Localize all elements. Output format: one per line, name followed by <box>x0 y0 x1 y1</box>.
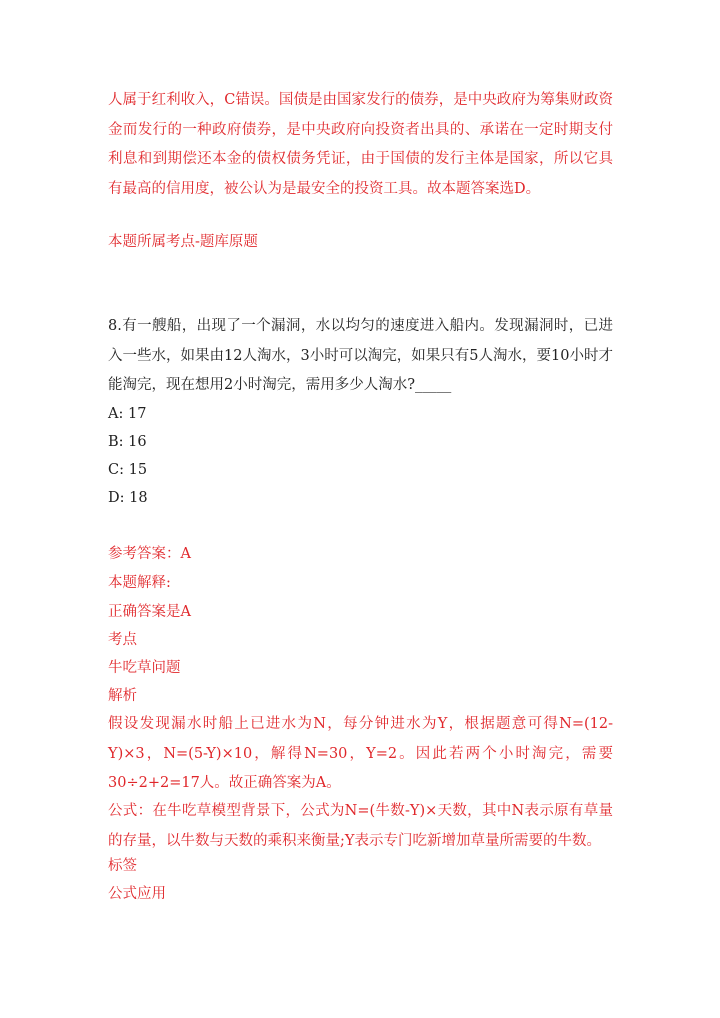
option-c: C: 15 <box>108 462 148 478</box>
reference-answer: 参考答案：A <box>108 546 191 562</box>
analysis-heading: 解析 <box>108 688 137 704</box>
explanation-heading: 本题解释: <box>108 575 171 591</box>
tag: 公式应用 <box>108 886 166 902</box>
formula-text: 公式：在牛吃草模型背景下，公式为N=(牛数-Y)×天数，其中N表示原有草量的存量，以牛数与天数的乘积来衡量;Y表示专门吃新增加草量所需要的牛数。 <box>108 803 613 849</box>
source-note: 本题所属考点-题库原题 <box>108 234 258 250</box>
option-a: A: 17 <box>108 406 147 422</box>
tag-heading: 标签 <box>108 858 137 874</box>
analysis-text: 假设发现漏水时船上已进水为N，每分钟进水为Y，根据题意可得N=(12-Y)×3，N=(5-Y)×10，解得N=30，Y=2。因此若两个小时淘完，需要30÷2+2=17人。故正确答案为A。 <box>108 716 613 791</box>
option-d: D: 18 <box>108 490 148 506</box>
topic: 牛吃草问题 <box>108 660 181 676</box>
explanation-continued: 人属于红利收入，C错误。国债是由国家发行的债券，是中央政府为筹集财政资金而发行的一种政府债券，是中央政府向投资者出具的、承诺在一定时期支付利息和到期偿还本金的债权债务凭证，由于国债的发行主体是国家，所以它具有最高的信用度，被公认为是最安全的投资工具。故本题答案选D。 <box>108 92 613 197</box>
correct-answer: 正确答案是A <box>108 604 191 620</box>
topic-heading: 考点 <box>108 632 137 648</box>
question-stem: 8.有一艘船，出现了一个漏洞，水以均匀的速度进入船内。发现漏洞时，已进入一些水，如果由12人淘水，3小时可以淘完，如果只有5人淘水，要10小时才能淘完，现在想用2小时淘完，需用多少人淘水?_____ <box>108 318 613 393</box>
option-b: B: 16 <box>108 434 147 450</box>
